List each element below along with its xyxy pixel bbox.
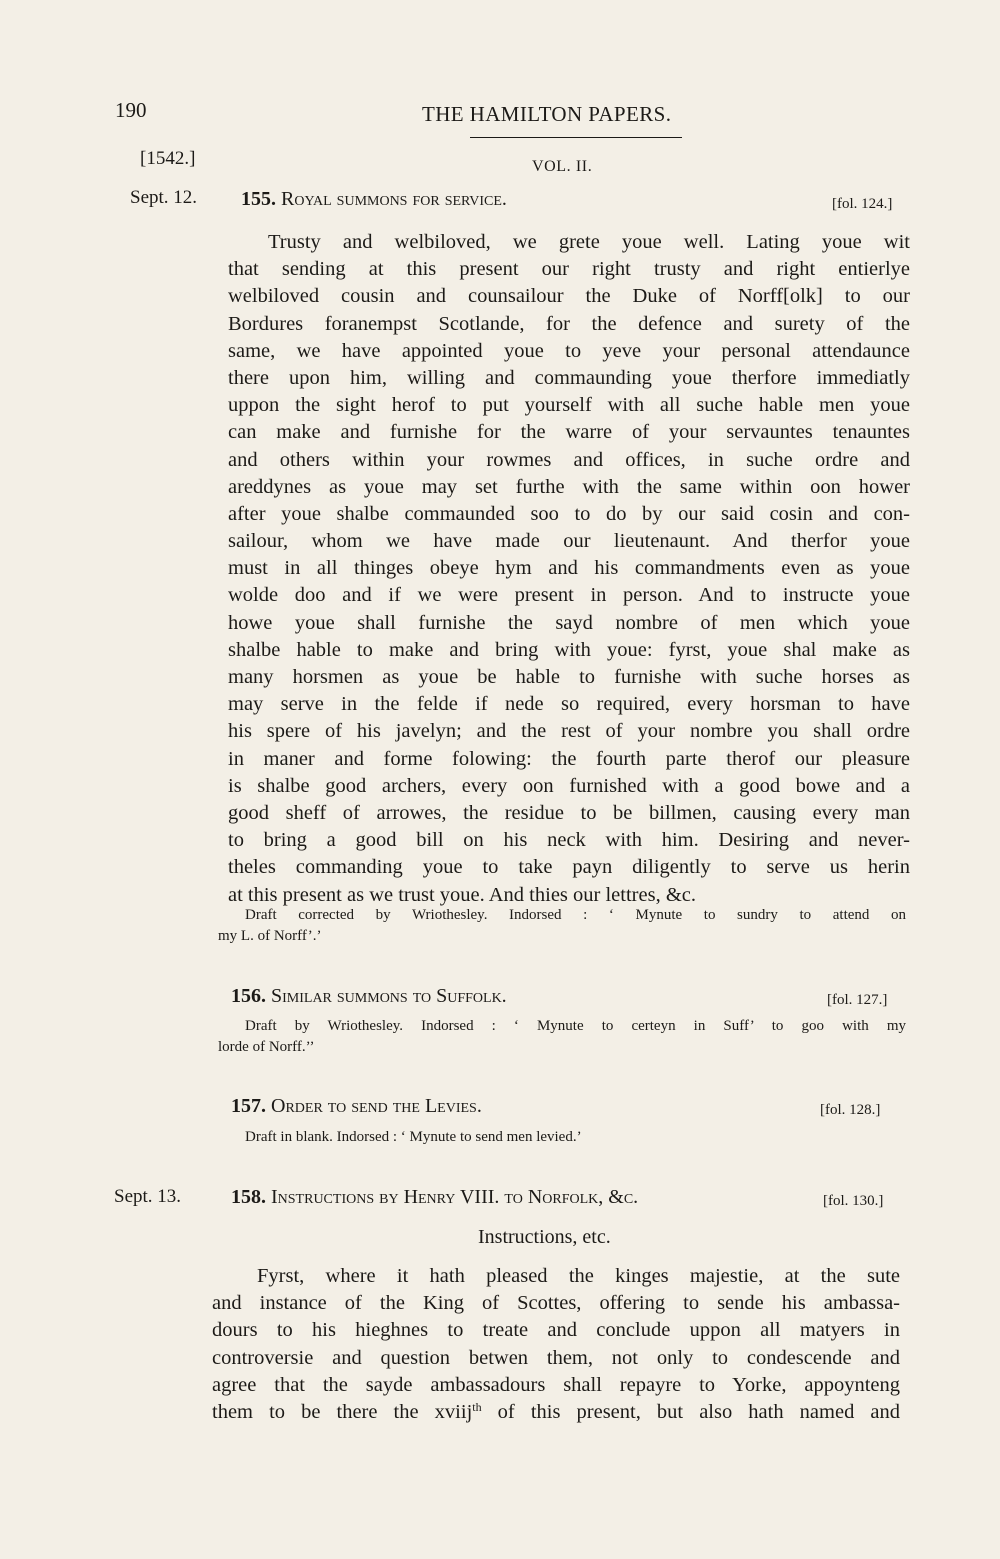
text-line: and instance of the King of Scottes, offering to sende his ambassa- <box>212 1292 900 1315</box>
text-line: that sending at this present our right trusty and right entierlye <box>228 258 910 281</box>
text-line: can make and furnishe for the warre of your servauntes tenauntes <box>228 421 910 444</box>
entry-158-body <box>212 1263 900 1426</box>
entry-155-title: Royal summons for service. <box>281 188 507 210</box>
text-line: controversie and question betwen them, not only to condescende and <box>212 1346 900 1369</box>
note-line: my L. of Norff’.’ <box>218 928 322 944</box>
text-line: good sheff of arrowes, the residue to be billmen, causing every man <box>228 801 910 824</box>
note-line: Draft in blank. Indorsed : ‘ Mynute to send men levied.’ <box>245 1129 582 1145</box>
entry-158-heading <box>231 1186 638 1209</box>
text-line: sailour, whom we have made our lieutenaunt. And therfor youe <box>228 530 910 553</box>
text-line: at this present as we trust youe. And thies our lettres, &c. <box>228 883 696 906</box>
text-line <box>212 1399 900 1426</box>
entry-155-note <box>218 905 906 947</box>
entry-156-heading <box>231 985 507 1008</box>
entry-157-number: 157. <box>231 1095 266 1117</box>
text-line: in maner and forme folowing: the fourth parte therof our pleasure <box>228 747 910 770</box>
year-marker: [1542.] <box>140 148 196 169</box>
text-line: to bring a good bill on his neck with him. Desiring and never- <box>228 829 910 852</box>
page-number: 190 <box>115 98 147 122</box>
entry-158-subheading: Instructions, etc. <box>478 1226 611 1248</box>
text-line: howe youe shall furnishe the sayd nombre of men which youe <box>228 611 910 634</box>
entry-156-folio: [fol. 127.] <box>827 992 888 1008</box>
entry-156-note <box>218 1016 906 1058</box>
entry-155-number: 155. <box>241 188 276 210</box>
text-line: may serve in the felde if nede so required, every horsman to have <box>228 693 910 716</box>
text-line: shalbe hable to make and bring with youe: fyrst, youe shal make as <box>228 638 910 661</box>
entry-157-note <box>245 1127 895 1148</box>
text-line: is shalbe good archers, every oon furnished with a good bowe and a <box>228 774 910 797</box>
text-line: areddynes as youe may set furthe with the same within oon hower <box>228 475 910 498</box>
text-line: after youe shalbe commaunded soo to do by our said cosin and con- <box>228 502 910 525</box>
line-part: of this present, but also hath named and <box>481 1400 900 1423</box>
entry-155-body <box>228 229 910 909</box>
note-line: Draft corrected by Wriothesley. Indorsed : ‘ Mynute to sundry to attend on <box>245 907 906 923</box>
header-rule <box>470 137 682 138</box>
note-line: Draft by Wriothesley. Indorsed : ‘ Mynute to certeyn in Suff’ to goo with my <box>245 1018 906 1034</box>
text-line: agree that the sayde ambassadours shall repayre to Yorke, appoynteng <box>212 1373 900 1396</box>
entry-158-title: Instructions by Henry VIII. to Norfolk, &c. <box>271 1186 639 1208</box>
entry-155-heading <box>241 188 507 211</box>
text-line: welbiloved cousin and counsailour the Duke of Norff[olk] to our <box>228 285 910 308</box>
entry-158-number: 158. <box>231 1186 266 1208</box>
volume-label: VOL. II. <box>532 158 593 175</box>
entry-157-folio: [fol. 128.] <box>820 1102 881 1118</box>
entry-157-heading <box>231 1095 482 1118</box>
entry-157-title: Order to send the Levies. <box>271 1095 482 1117</box>
text-line: and others within your rowmes and offices, in suche ordre and <box>228 448 910 471</box>
text-line: Trusty and welbiloved, we grete youe well. Lating youe wit <box>268 231 910 253</box>
text-line: dours to his hieghnes to treate and conclude uppon all matyers in <box>212 1319 900 1342</box>
text-line: wolde doo and if we were present in person. And to instructe youe <box>228 584 910 607</box>
line-part: them to be there the xviij <box>212 1400 473 1423</box>
entry-156-title: Similar summons to Suffolk. <box>271 985 507 1007</box>
text-line: Fyrst, where it hath pleased the kinges majestie, at the sute <box>257 1265 900 1287</box>
text-line: many horsmen as youe be hable to furnishe with suche horses as <box>228 666 910 688</box>
text-line: his spere of his javelyn; and the rest of your nombre you shall ordre <box>228 720 910 743</box>
entry-158-folio: [fol. 130.] <box>823 1193 884 1209</box>
text-line: same, we have appointed youe to yeve your personal attendaunce <box>228 339 910 362</box>
note-line: lorde of Norff.’’ <box>218 1039 315 1055</box>
text-line: there upon him, willing and commaunding youe therfore immediatly <box>228 366 910 389</box>
entry-156-number: 156. <box>231 985 266 1007</box>
entry-158-date: Sept. 13. <box>114 1186 182 1207</box>
text-line: theles commanding youe to take payn diligently to serve us herin <box>228 856 910 879</box>
text-line: Bordures foranempst Scotlande, for the defence and surety of the <box>228 312 910 335</box>
text-line: uppon the sight herof to put yourself with all suche hable men youe <box>228 394 910 417</box>
entry-155-folio: [fol. 124.] <box>832 196 893 212</box>
running-title: THE HAMILTON PAPERS. <box>422 102 672 126</box>
entry-155-date: Sept. 12. <box>130 187 198 208</box>
superscript: th <box>472 1399 482 1414</box>
text-line: must in all thinges obeye hym and his commandments even as youe <box>228 557 910 580</box>
